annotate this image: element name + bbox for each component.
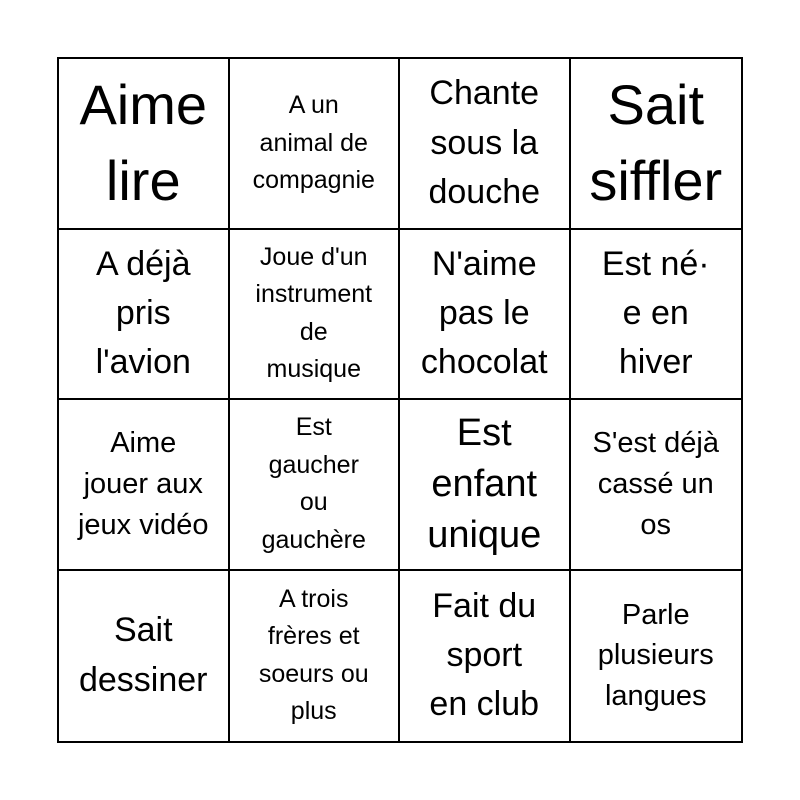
bingo-board xyxy=(57,57,743,743)
bingo-cell[interactable] xyxy=(230,59,401,230)
bingo-cell[interactable] xyxy=(230,230,401,401)
bingo-cell[interactable] xyxy=(400,400,571,571)
bingo-cell-label: Sait siffler xyxy=(589,72,723,213)
bingo-cell-label: A trois frères et soeurs ou plus xyxy=(258,584,369,726)
bingo-cell-label: Joue d'un instrument de musique xyxy=(255,242,373,384)
bingo-cell-label: Sait dessiner xyxy=(78,611,208,699)
bingo-cell-label: Est enfant unique xyxy=(427,412,542,556)
bingo-cell[interactable] xyxy=(59,59,230,230)
bingo-cell[interactable] xyxy=(400,59,571,230)
bingo-cell[interactable] xyxy=(230,571,401,742)
bingo-cell[interactable] xyxy=(400,230,571,401)
bingo-cell-label: Aime lire xyxy=(79,72,208,213)
bingo-cell-label: Est né· e en hiver xyxy=(601,244,710,382)
bingo-cell[interactable] xyxy=(59,230,230,401)
bingo-cell-label: A déjà pris l'avion xyxy=(95,244,191,382)
bingo-cell-label: Aime jouer aux jeux vidéo xyxy=(77,427,209,541)
bingo-cell-label: Fait du sport en club xyxy=(429,586,540,724)
bingo-cell[interactable] xyxy=(571,59,742,230)
bingo-cell-label: Est gaucher ou gauchère xyxy=(261,413,366,554)
bingo-cell[interactable] xyxy=(400,571,571,742)
bingo-cell-label: S'est déjà cassé un os xyxy=(592,427,719,541)
bingo-cell[interactable] xyxy=(571,400,742,571)
bingo-cell[interactable] xyxy=(59,571,230,742)
bingo-cell-label: Chante sous la douche xyxy=(428,74,541,211)
bingo-cell[interactable] xyxy=(59,400,230,571)
bingo-cell-label: A un animal de compagnie xyxy=(252,91,375,194)
bingo-cell-label: Parle plusieurs langues xyxy=(597,598,714,713)
bingo-cell[interactable] xyxy=(230,400,401,571)
bingo-cell[interactable] xyxy=(571,571,742,742)
bingo-cell-label: N'aime pas le chocolat xyxy=(420,244,548,382)
bingo-cell[interactable] xyxy=(571,230,742,401)
